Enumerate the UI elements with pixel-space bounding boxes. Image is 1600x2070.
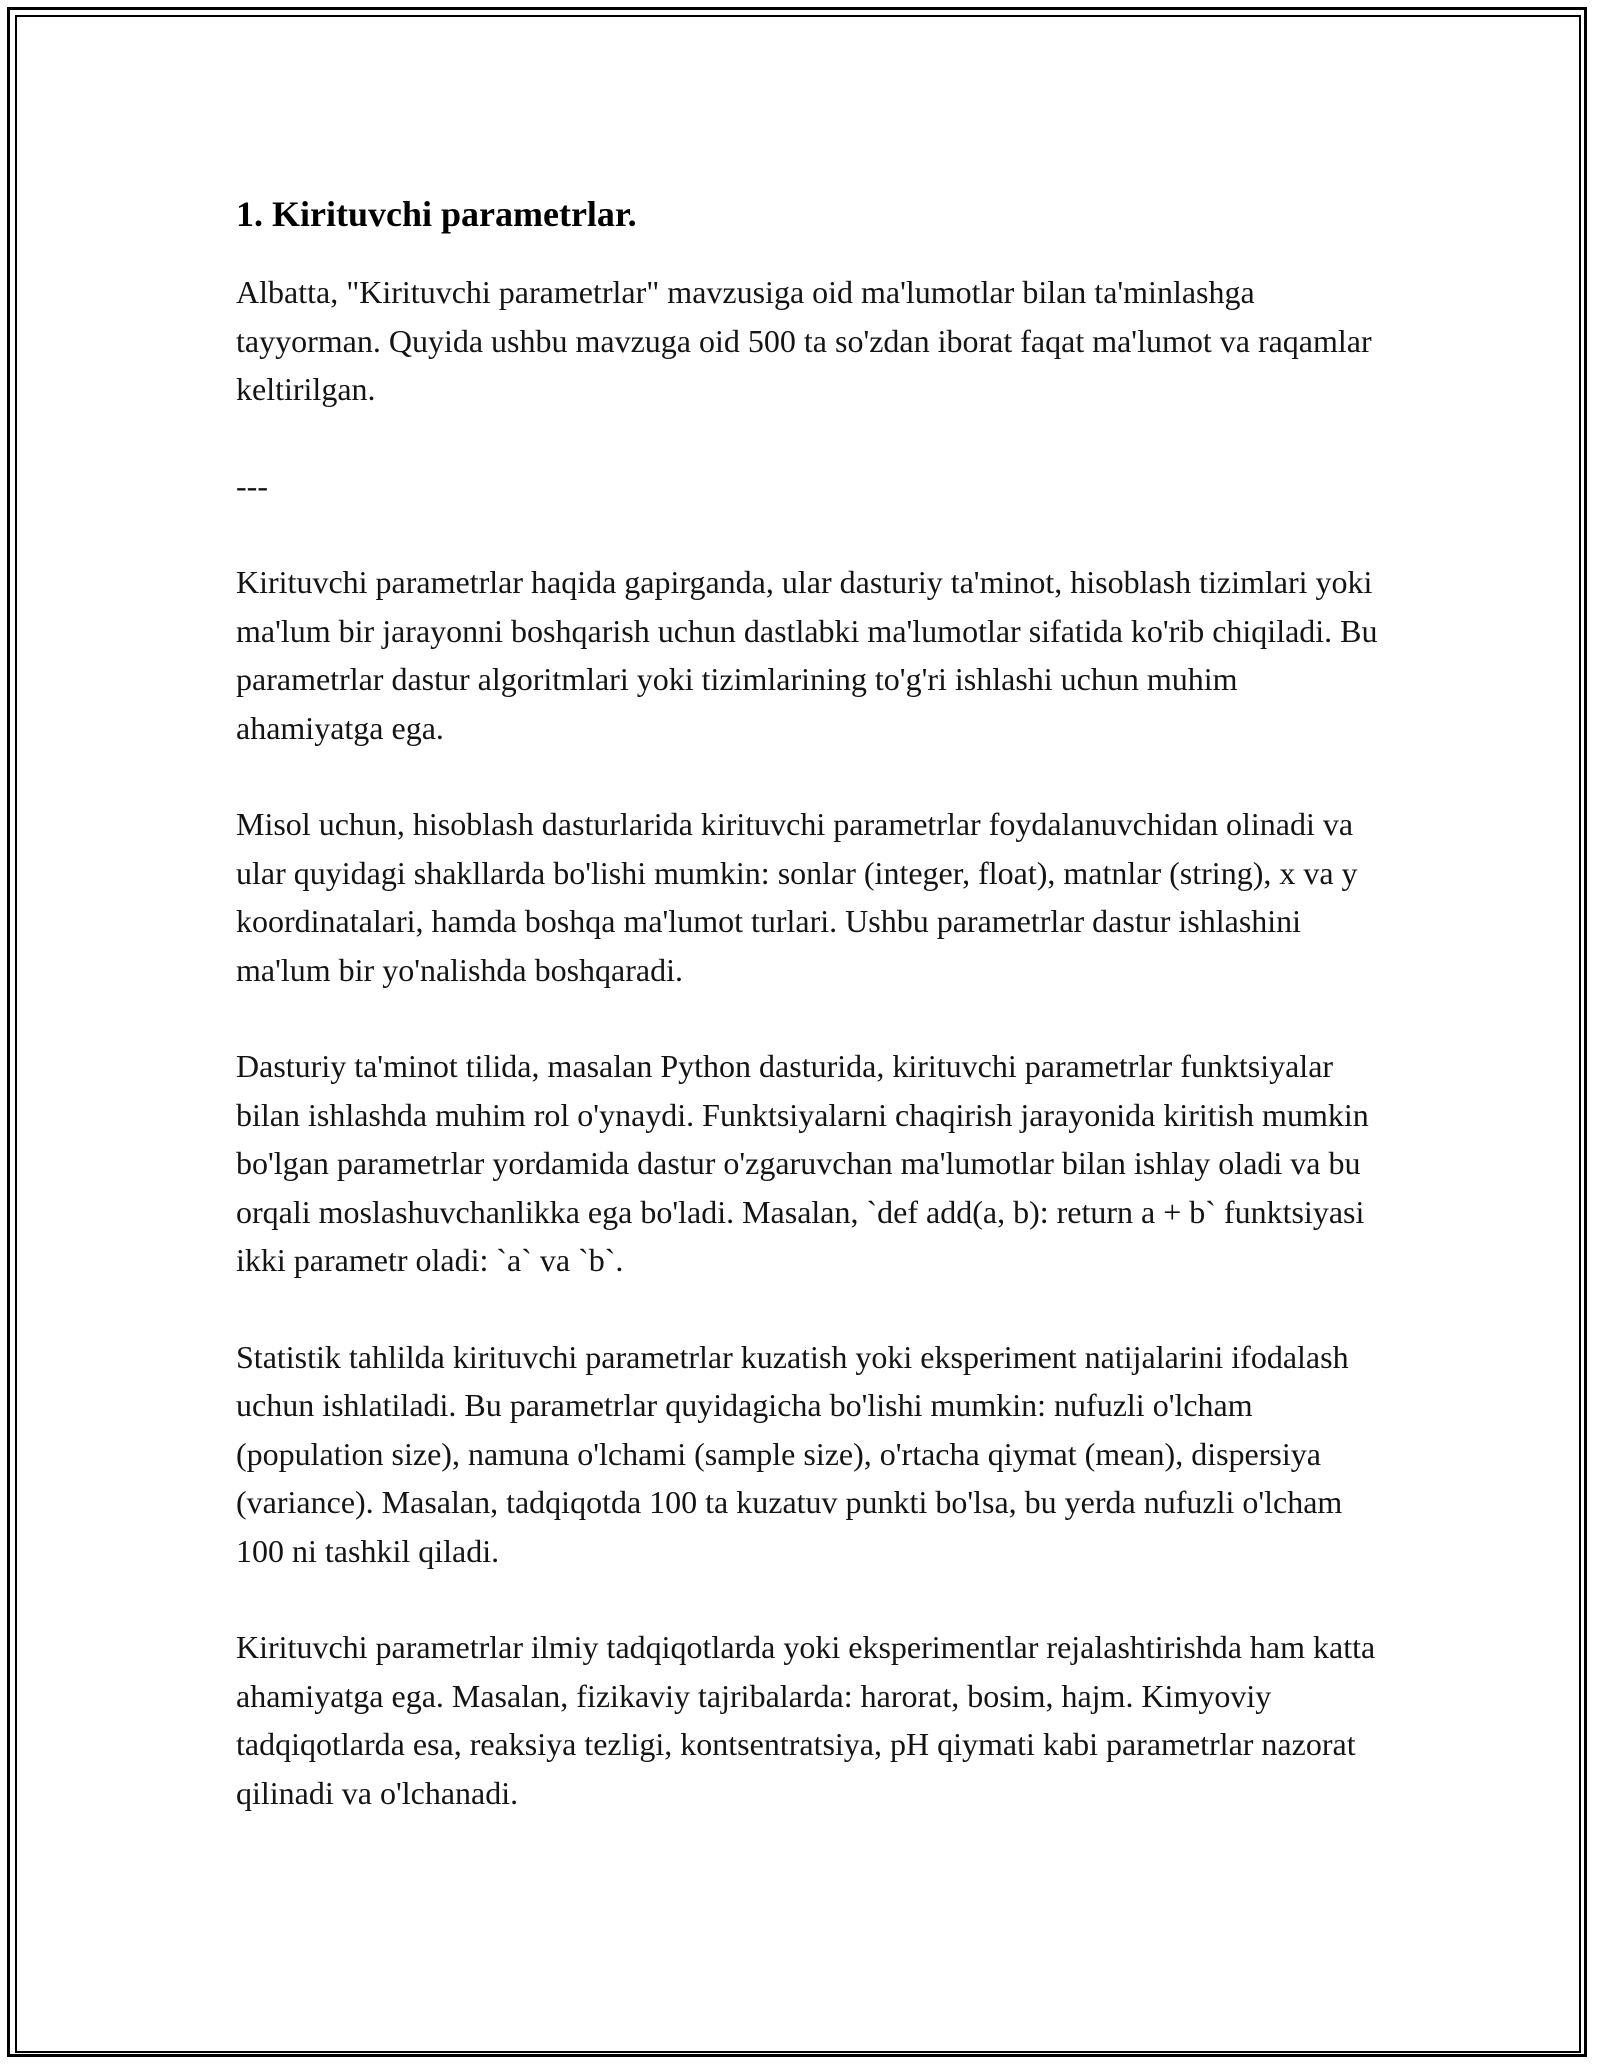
separator-line: ---: [236, 467, 268, 504]
body-paragraph: Kirituvchi parametrlar ilmiy tadqiqotlarda yoki eksperimentlar rejalashtirishda ham katta ahamiyatga ega. Masalan, fizikaviy tajribalarda: harorat, bosim, hajm. Kimyoviy tadqiqotlarda esa, reaksiya tezligi, kontsentratsiya, pH qiymati kabi parametrlar nazorat qilinadi va o'lchanadi.: [236, 1629, 1376, 1811]
intro-paragraph: Albatta, "Kirituvchi parametrlar" mavzusiga oid ma'lumotlar bilan ta'minlashga tayyorman. Quyida ushbu mavzuga oid 500 ta so'zdan iborat faqat ma'lumot va raqamlar keltirilgan.: [236, 274, 1372, 407]
body-paragraph: Misol uchun, hisoblash dasturlarida kirituvchi parametrlar foydalanuvchidan olinadi va ular quyidagi shakllarda bo'lishi mumkin: sonlar (integer, float), matnlar (string), x va y koordinatalari, hamda boshqa ma'lumot turlari. Ushbu parametrlar dastur ishlashini ma'lum bir yo'nalishda boshqaradi.: [236, 806, 1358, 988]
body-paragraph: Kirituvchi parametrlar haqida gapirganda, ular dasturiy ta'minot, hisoblash tizimlari yoki ma'lum bir jarayonni boshqarish uchun dastlabki ma'lumotlar sifatida ko'rib chiqiladi. Bu parametrlar dastur algoritmlari yoki tizimlarining to'g'ri ishlashi uchun muhim ahamiyatga ega.: [236, 564, 1378, 746]
body-paragraph: Statistik tahlilda kirituvchi parametrlar kuzatish yoki eksperiment natijalarini ifodalash uchun ishlatiladi. Bu parametrlar quyidagicha bo'lishi mumkin: nufuzli o'lcham (population size), namuna o'lchami (sample size), o'rtacha qiymat (mean), dispersiya (variance). Masalan, tadqiqotda 100 ta kuzatuv punkti bo'lsa, bu yerda nufuzli o'lcham 100 ni tashkil qiladi.: [236, 1338, 1349, 1569]
section-heading: 1. Kirituvchi parametrlar.: [236, 194, 637, 234]
document-body: [236, 188, 1386, 1865]
body-paragraph: Dasturiy ta'minot tilida, masalan Python dasturida, kirituvchi parametrlar funktsiyalar bilan ishlashda muhim rol o'ynaydi. Funktsiyalarni chaqirish jarayonida kiritish mumkin bo'lgan parametrlar yordamida dastur o'zgaruvchan ma'lumotlar bilan ishlay oladi va bu orqali moslashuvchanlikka ega bo'ladi. Masalan, `def add(a, b): return a + b` funktsiyasi ikki parametr oladi: `a` va `b`.: [236, 1048, 1369, 1278]
